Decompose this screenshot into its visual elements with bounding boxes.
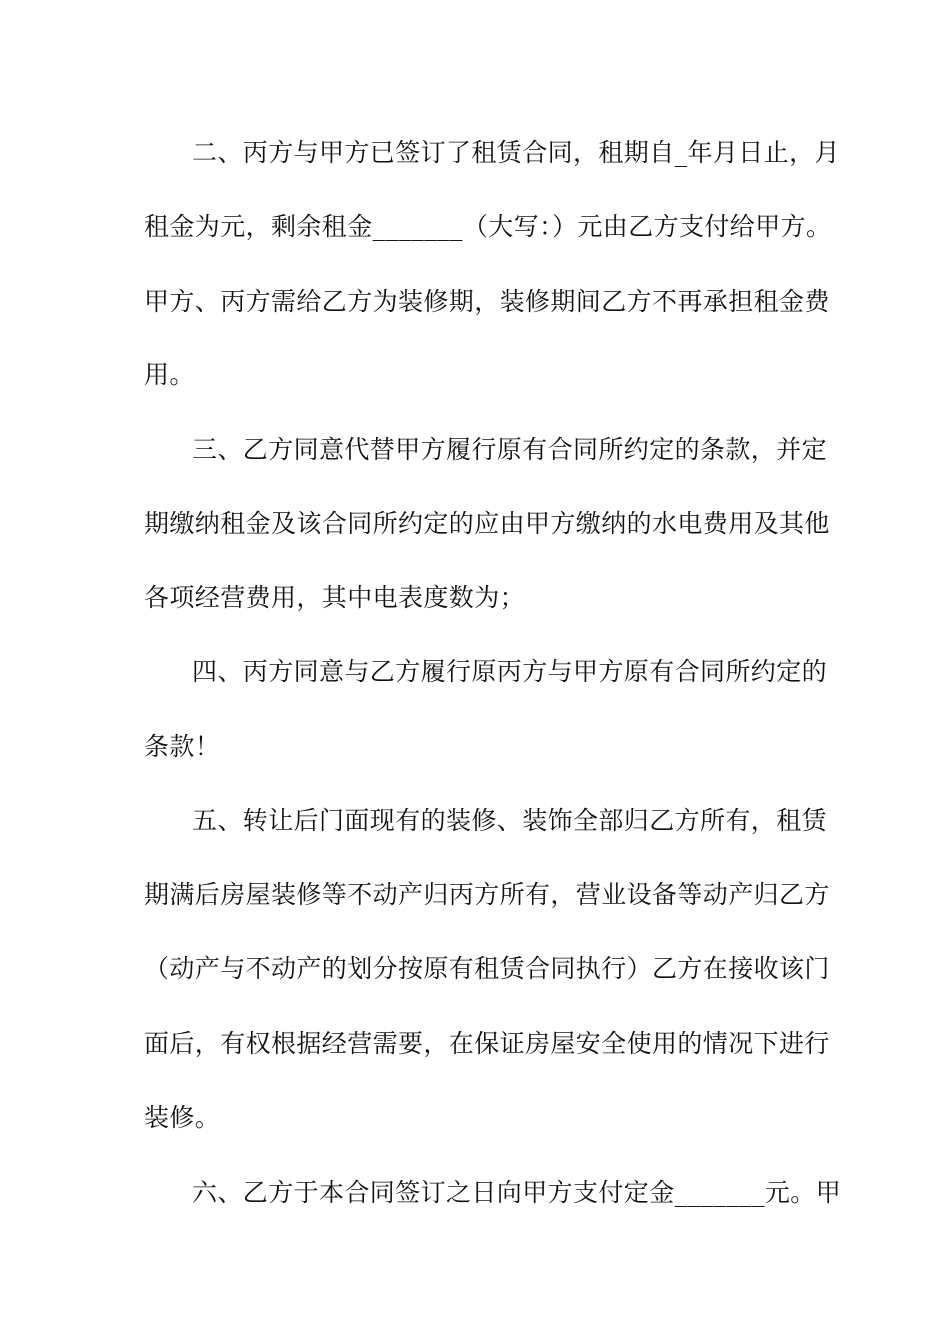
clause-4-line-2: 条款！: [144, 732, 221, 761]
clause-5-line-2: 期满后房屋装修等不动产归丙方所有，营业设备等动产归乙方: [144, 880, 830, 909]
clause-4-line-1: 四、丙方同意与乙方履行原丙方与甲方原有合同所约定的: [192, 657, 828, 686]
clause-3-line-1: 三、乙方同意代替甲方履行原有合同所约定的条款，并定: [192, 435, 828, 464]
clause-3-line-3: 各项经营费用，其中电表度数为；: [144, 583, 526, 612]
clause-5-line-4: 面后，有权根据经营需要，在保证房屋安全使用的情况下进行: [144, 1029, 830, 1058]
clause-6-line-1: 六、乙方于本合同签订之日向甲方支付定金_______元。甲: [192, 1178, 842, 1207]
clause-5-line-5: 装修。: [144, 1103, 221, 1132]
clause-3-line-2: 期缴纳租金及该合同所约定的应由甲方缴纳的水电费用及其他: [144, 509, 830, 538]
clause-2-line-3: 甲方、丙方需给乙方为装修期，装修期间乙方不再承担租金费: [144, 287, 830, 316]
clause-2-line-4: 用。: [144, 360, 195, 389]
clause-5-line-1: 五、转让后门面现有的装修、装饰全部归乙方所有，租赁: [192, 806, 828, 835]
clause-5-line-3: （动产与不动产的划分按原有租赁合同执行）乙方在接收该门: [144, 954, 830, 983]
clause-2-line-1: 二、丙方与甲方已签订了租赁合同，租期自_年月日止，月: [192, 138, 840, 167]
clause-2-line-2: 租金为元，剩余租金_______（大写：）元由乙方支付给甲方。: [144, 212, 832, 241]
